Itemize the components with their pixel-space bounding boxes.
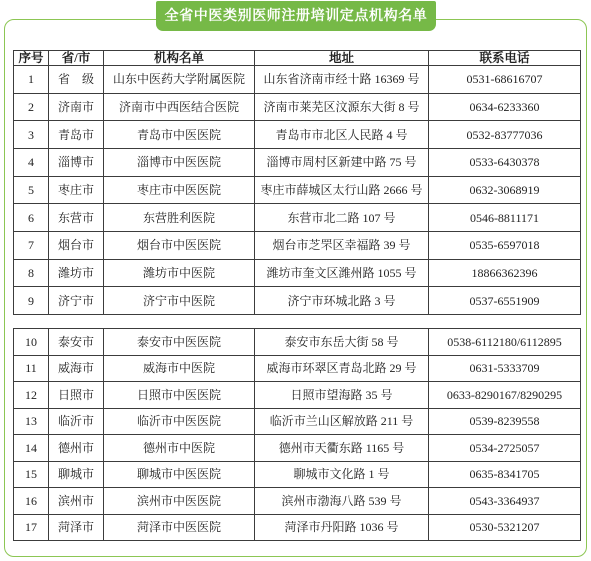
table-row xyxy=(14,204,581,232)
table-row xyxy=(14,382,581,409)
cell-institution: 日照市中医医院 xyxy=(104,382,255,409)
table-row xyxy=(14,329,581,356)
cell-index: 7 xyxy=(14,231,49,259)
page-title: 全省中医类别医师注册培训定点机构名单 xyxy=(164,8,428,24)
table-row xyxy=(14,259,581,287)
cell-address: 德州市天衢东路 1165 号 xyxy=(255,435,429,462)
cell-phone: 0537-6551909 xyxy=(429,287,581,315)
cell-city: 济宁市 xyxy=(49,287,104,315)
cell-city: 聊城市 xyxy=(49,461,104,488)
table-row xyxy=(14,148,581,176)
cell-address: 泰安市东岳大街 58 号 xyxy=(255,329,429,356)
cell-city: 枣庄市 xyxy=(49,176,104,204)
cell-institution: 济宁市中医院 xyxy=(104,287,255,315)
cell-address: 济南市莱芜区汶源东大街 8 号 xyxy=(255,93,429,121)
cell-city: 烟台市 xyxy=(49,231,104,259)
cell-index: 4 xyxy=(14,148,49,176)
table-row xyxy=(14,176,581,204)
table-row xyxy=(14,93,581,121)
cell-city: 淄博市 xyxy=(49,148,104,176)
cell-index: 5 xyxy=(14,176,49,204)
cell-phone: 0535-6597018 xyxy=(429,231,581,259)
cell-city: 潍坊市 xyxy=(49,259,104,287)
cell-index: 12 xyxy=(14,382,49,409)
cell-phone: 0532-83777036 xyxy=(429,121,581,149)
cell-address: 聊城市文化路 1 号 xyxy=(255,461,429,488)
cell-institution: 东营胜利医院 xyxy=(104,204,255,232)
cell-address: 济宁市环城北路 3 号 xyxy=(255,287,429,315)
cell-index: 15 xyxy=(14,461,49,488)
cell-index: 11 xyxy=(14,355,49,382)
cell-institution: 山东中医药大学附属医院 xyxy=(104,66,255,94)
cell-address: 临沂市兰山区解放路 211 号 xyxy=(255,408,429,435)
table-row xyxy=(14,121,581,149)
table-row xyxy=(14,287,581,315)
cell-city: 省 级 xyxy=(49,66,104,94)
table-row xyxy=(14,488,581,515)
cell-institution: 滨州市中医医院 xyxy=(104,488,255,515)
cell-city: 临沂市 xyxy=(49,408,104,435)
cell-phone: 0538-6112180/6112895 xyxy=(429,329,581,356)
cell-phone: 0533-6430378 xyxy=(429,148,581,176)
cell-phone: 0539-8239558 xyxy=(429,408,581,435)
cell-city: 济南市 xyxy=(49,93,104,121)
cell-phone: 0633-8290167/8290295 xyxy=(429,382,581,409)
header-phone: 联系电话 xyxy=(429,51,581,66)
cell-phone: 0531-68616707 xyxy=(429,66,581,94)
cell-city: 滨州市 xyxy=(49,488,104,515)
cell-address: 枣庄市薛城区太行山路 2666 号 xyxy=(255,176,429,204)
cell-city: 德州市 xyxy=(49,435,104,462)
cell-address: 烟台市芝罘区幸福路 39 号 xyxy=(255,231,429,259)
cell-phone: 0546-8811171 xyxy=(429,204,581,232)
cell-phone: 0530-5321207 xyxy=(429,514,581,541)
cell-phone: 0635-8341705 xyxy=(429,461,581,488)
cell-address: 淄博市周村区新建中路 75 号 xyxy=(255,148,429,176)
cell-institution: 菏泽市中医医院 xyxy=(104,514,255,541)
header-index: 序号 xyxy=(14,51,49,66)
institution-table-part-2 xyxy=(13,328,581,541)
cell-address: 山东省济南市经十路 16369 号 xyxy=(255,66,429,94)
cell-institution: 泰安市中医医院 xyxy=(104,329,255,356)
cell-index: 1 xyxy=(14,66,49,94)
header-city: 省/市 xyxy=(49,51,104,66)
institution-table-part-1 xyxy=(13,50,581,315)
cell-institution: 济南市中西医结合医院 xyxy=(104,93,255,121)
table-row xyxy=(14,408,581,435)
cell-index: 17 xyxy=(14,514,49,541)
cell-index: 8 xyxy=(14,259,49,287)
cell-city: 泰安市 xyxy=(49,329,104,356)
cell-index: 2 xyxy=(14,93,49,121)
table-row xyxy=(14,435,581,462)
cell-phone: 18866362396 xyxy=(429,259,581,287)
cell-city: 东营市 xyxy=(49,204,104,232)
cell-index: 13 xyxy=(14,408,49,435)
cell-city: 日照市 xyxy=(49,382,104,409)
cell-address: 菏泽市丹阳路 1036 号 xyxy=(255,514,429,541)
table-body xyxy=(14,66,581,315)
cell-institution: 潍坊市中医院 xyxy=(104,259,255,287)
cell-index: 10 xyxy=(14,329,49,356)
cell-index: 3 xyxy=(14,121,49,149)
cell-address: 滨州市渤海八路 539 号 xyxy=(255,488,429,515)
title-banner xyxy=(156,1,436,31)
cell-institution: 青岛市中医医院 xyxy=(104,121,255,149)
cell-phone: 0632-3068919 xyxy=(429,176,581,204)
cell-institution: 临沂市中医医院 xyxy=(104,408,255,435)
cell-city: 菏泽市 xyxy=(49,514,104,541)
cell-institution: 枣庄市中医医院 xyxy=(104,176,255,204)
cell-address: 潍坊市奎文区潍州路 1055 号 xyxy=(255,259,429,287)
cell-address: 日照市望海路 35 号 xyxy=(255,382,429,409)
cell-phone: 0543-3364937 xyxy=(429,488,581,515)
table-body xyxy=(14,329,581,541)
cell-phone: 0534-2725057 xyxy=(429,435,581,462)
table-row xyxy=(14,355,581,382)
cell-institution: 威海市中医院 xyxy=(104,355,255,382)
table-row xyxy=(14,66,581,94)
header-address: 地址 xyxy=(255,51,429,66)
table-row xyxy=(14,461,581,488)
cell-phone: 0631-5333709 xyxy=(429,355,581,382)
cell-address: 威海市环翠区青岛北路 29 号 xyxy=(255,355,429,382)
cell-city: 威海市 xyxy=(49,355,104,382)
table-row xyxy=(14,514,581,541)
cell-address: 青岛市市北区人民路 4 号 xyxy=(255,121,429,149)
cell-address: 东营市北二路 107 号 xyxy=(255,204,429,232)
cell-institution: 聊城市中医医院 xyxy=(104,461,255,488)
header-institution: 机构名单 xyxy=(104,51,255,66)
cell-institution: 烟台市中医医院 xyxy=(104,231,255,259)
cell-phone: 0634-6233360 xyxy=(429,93,581,121)
cell-institution: 德州市中医院 xyxy=(104,435,255,462)
cell-city: 青岛市 xyxy=(49,121,104,149)
cell-institution: 淄博市中医医院 xyxy=(104,148,255,176)
table-header-row xyxy=(14,51,581,66)
cell-index: 14 xyxy=(14,435,49,462)
cell-index: 6 xyxy=(14,204,49,232)
table-row xyxy=(14,231,581,259)
cell-index: 16 xyxy=(14,488,49,515)
cell-index: 9 xyxy=(14,287,49,315)
